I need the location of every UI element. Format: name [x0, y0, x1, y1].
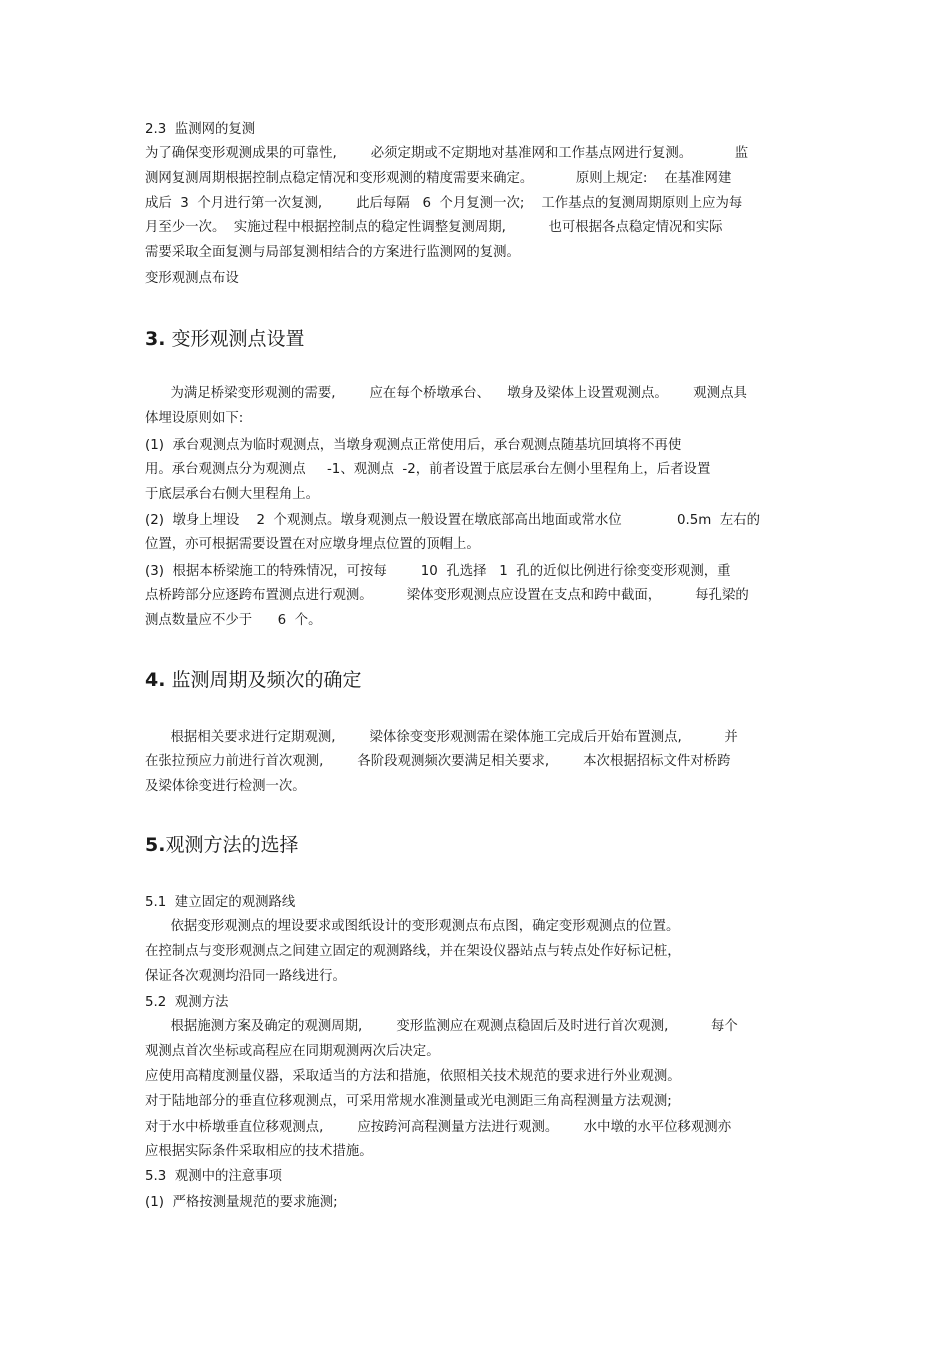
paragraph-line: 在控制点与变形观测点之间建立固定的观测路线，并在架设仪器站点与转点处作好标记桩， — [145, 944, 681, 959]
paragraph-line: 用。承台观测点分为观测点 -1、观测点 -2，前者设置于底层承台左侧小里程角上，后者设置 — [145, 462, 711, 477]
paragraph-line: 依据变形观测点的埋设要求或图纸设计的变形观测点布点图，确定变形观测点的位置。 — [145, 919, 680, 934]
paragraph-line: (2) 墩身上埋设 2 个观测点。墩身观测点一般设置在墩底部高出地面或常水位 0.5m 左右的 — [145, 513, 761, 528]
paragraph-line: 测点数量应不少于 6 个。 — [145, 613, 322, 628]
section-title: 变形观测点设置 — [171, 328, 305, 350]
paragraph-line: 位置，亦可根据需要设置在对应墩身埋点位置的顶帽上。 — [145, 537, 480, 552]
subsection-5-1-title: 5.1 建立固定的观测路线 — [145, 895, 296, 910]
paragraph-line: 应使用高精度测量仪器，采取适当的方法和措施，依照相关技术规范的要求进行外业观测。 — [145, 1069, 681, 1084]
paragraph-line: 成后 3 个月进行第一次复测, 此后每隔 6 个月复测一次; 工作基点的复测周期原则上应为每 — [145, 196, 743, 211]
subsection-5-2-title: 5.2 观测方法 — [145, 995, 229, 1010]
section-2-3-title: 2.3 监测网的复测 — [145, 122, 256, 137]
paragraph-line: 观测点首次坐标或高程应在同期观测两次后决定。 — [145, 1044, 440, 1059]
paragraph-line: 在张拉预应力前进行首次观测, 各阶段观测频次要满足相关要求, 本次根据招标文件对桥跨 — [145, 754, 731, 769]
paragraph-line: 应根据实际条件采取相应的技术措施。 — [145, 1144, 373, 1159]
section-5-heading — [145, 833, 298, 857]
paragraph-line: 测网复测周期根据控制点稳定情况和变形观测的精度需要来确定。 原则上规定: 在基准网建 — [145, 171, 732, 186]
section-title: 监测周期及频次的确定 — [171, 669, 362, 691]
paragraph-line: 根据相关要求进行定期观测, 梁体徐变变形观测需在梁体施工完成后开始布置测点, 并 — [145, 730, 738, 745]
list-item: (1) 严格按测量规范的要求施测; — [145, 1195, 338, 1210]
paragraph-line: 月至少一次。 实施过程中根据控制点的稳定性调整复测周期, 也可根据各点稳定情况和实际 — [145, 220, 723, 235]
paragraph-line: 体埋设原则如下: — [145, 411, 244, 426]
paragraph-line: (1) 承台观测点为临时观测点，当墩身观测点正常使用后，承台观测点随基坑回填将不再使 — [145, 438, 682, 453]
subsection-5-3-title: 5.3 观测中的注意事项 — [145, 1169, 282, 1184]
paragraph-line: (3) 根据本桥梁施工的特殊情况，可按每 10 孔选择 1 孔的近似比例进行徐变变形观测，重 — [145, 564, 731, 579]
paragraph-line: 对于水中桥墩垂直位移观测点, 应按跨河高程测量方法进行观测。 水中墩的水平位移观测亦 — [145, 1120, 732, 1135]
section-number: 5. — [145, 834, 166, 856]
paragraph-line: 保证各次观测均沿同一路线进行。 — [145, 969, 346, 984]
paragraph-line: 根据施测方案及确定的观测周期, 变形监测应在观测点稳固后及时进行首次观测, 每个 — [145, 1019, 738, 1034]
subheading-line: 变形观测点布设 — [145, 271, 239, 286]
section-number: 3. — [145, 328, 166, 350]
paragraph-line: 对于陆地部分的垂直位移观测点，可采用常规水准测量或光电测距三角高程测量方法观测; — [145, 1094, 672, 1109]
section-number: 4. — [145, 669, 166, 691]
paragraph-line: 点桥跨部分应逐跨布置测点进行观测。 梁体变形观测点应设置在支点和跨中截面， 每孔梁的 — [145, 588, 749, 603]
section-3-heading — [145, 327, 305, 351]
paragraph-line: 于底层承台右侧大里程角上。 — [145, 487, 320, 502]
paragraph-line: 为了确保变形观测成果的可靠性, 必须定期或不定期地对基准网和工作基点网进行复测。 监 — [145, 146, 749, 161]
section-title: 观测方法的选择 — [165, 834, 299, 856]
paragraph-line: 及梁体徐变进行检测一次。 — [145, 779, 306, 794]
paragraph-line: 需要采取全面复测与局部复测相结合的方案进行监测网的复测。 — [145, 245, 520, 260]
section-4-heading — [145, 668, 362, 692]
paragraph-line: 为满足桥梁变形观测的需要, 应在每个桥墩承台、 墩身及梁体上设置观测点。 观测点具 — [145, 386, 747, 401]
